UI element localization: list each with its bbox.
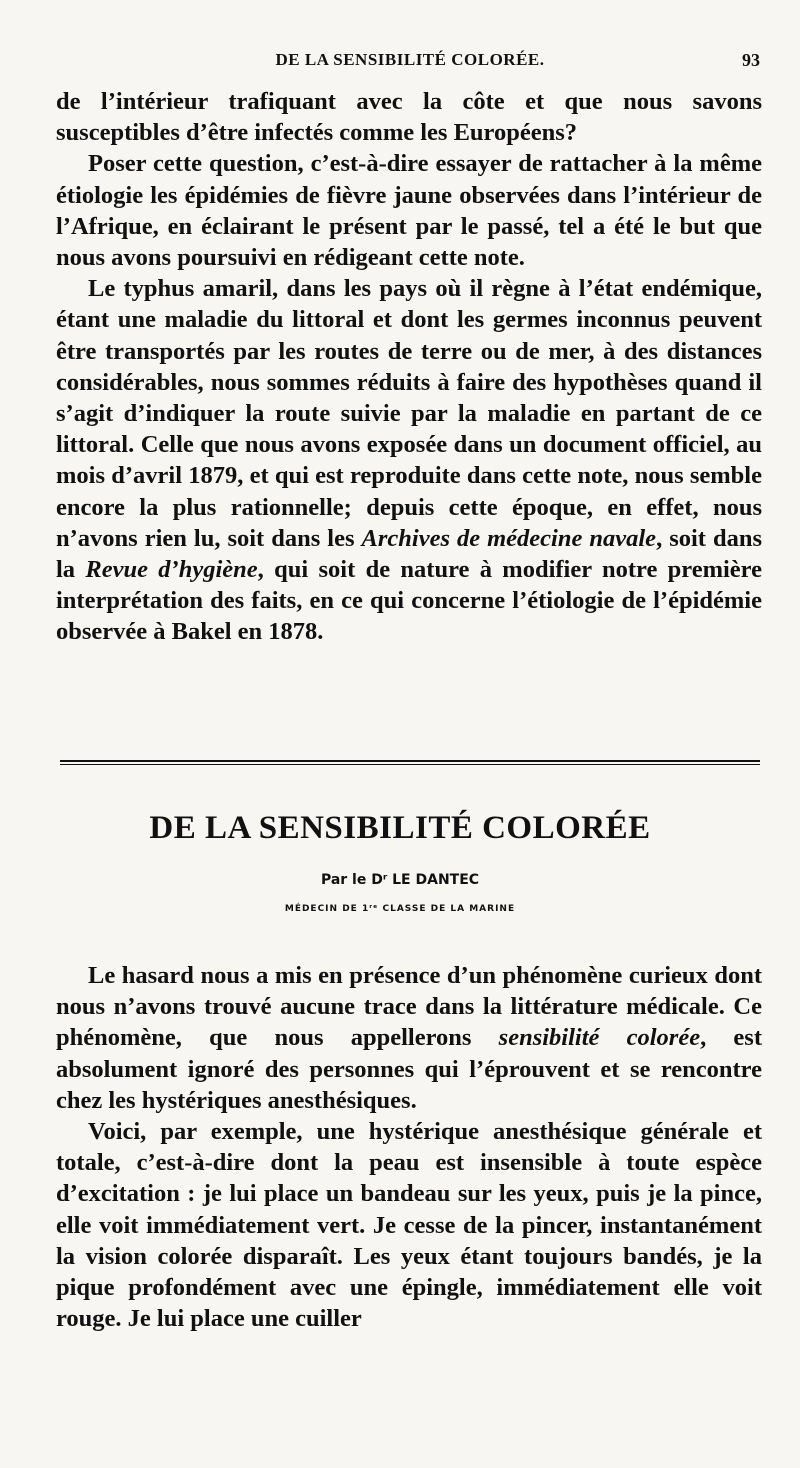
article-body: [56, 960, 762, 1334]
term-sensibilite-coloree: sensibilité colorée: [498, 1024, 701, 1052]
paragraph: Voici, par exemple, une hystérique anesthésique générale et totale, c’est-à-dire dont la peau est insensible à toute espèce d’excitation : je lui place un bandeau sur les yeux, puis je la pince, elle voit immédiatement vert. Je cesse de la pincer, instantanément la vision colorée disparaît. Les yeux étant toujours bandés, je la pique profondément avec une épingle, immédiatement elle voit rouge. Je lui place une cuiller: [56, 1118, 762, 1333]
text-run: Le typhus amaril, dans les pays où il règne à l’état endémique, étant une maladie du littoral et dont les germes inconnus peuvent être transportés par les routes de terre ou de mer, à des distances considérables, nous sommes réduits à faire des hypothèses quand il s’agit d’indiquer la route suivie par la maladie en partant de ce littoral. Celle que nous avons exposée dans un document officiel, au mois d’avril 1879, et qui est reproduite dans cette note, nous semble encore la plus rationnelle; depuis cette époque, en effet, nous n’avons rien lu, soit dans les: [56, 275, 762, 552]
paragraph: Poser cette question, c’est-à-dire essayer de rattacher à la même étiologie les épidémies de fièvre jaune observées dans l’intérieur de l’Afrique, en éclairant le présent par le passé, tel a été le but que nous avons poursuivi en rédigeant cette note.: [56, 150, 762, 272]
author-byline: Par le Dʳ LE DANTEC: [320, 872, 480, 888]
running-title: DE LA SENSIBILITÉ COLORÉE.: [275, 50, 545, 69]
page-number: 93: [742, 50, 760, 70]
journal-title-revue: Revue d’hygiène: [85, 556, 258, 584]
paragraph: [56, 960, 762, 1116]
running-head: [60, 50, 760, 80]
article-title: DE LA SENSIBILITÉ COLORÉE: [149, 810, 651, 846]
text-run: , soit dans la: [56, 524, 762, 584]
previous-article-text: [56, 86, 762, 648]
paragraph: de l’intérieur trafiquant avec la côte et que nous savons susceptibles d’être infectés comme les Européens?: [56, 88, 762, 147]
text-run: Le hasard nous a mis en présence d’un phénomène curieux dont nous n’avons trouvé aucune trace dans la littérature médicale. Ce phénomène, que nous appellerons: [56, 962, 762, 1052]
paragraph: [56, 273, 762, 647]
section-divider: [60, 760, 760, 762]
journal-title-archives: Archives de médecine navale: [361, 524, 657, 552]
author-affiliation: MÉDECIN DE 1ʳᵉ CLASSE DE LA MARINE: [284, 904, 516, 914]
text-run: , qui soit de nature à modifier notre première interprétation des faits, en ce qui concerne l’étiologie de l’épidémie observée à Bakel en 1878.: [56, 556, 762, 646]
section-divider-thin: [60, 764, 760, 765]
text-run: , est absolument ignoré des personnes qui l’éprouvent et se rencontre chez les hystériques anesthésiques.: [56, 1024, 762, 1114]
